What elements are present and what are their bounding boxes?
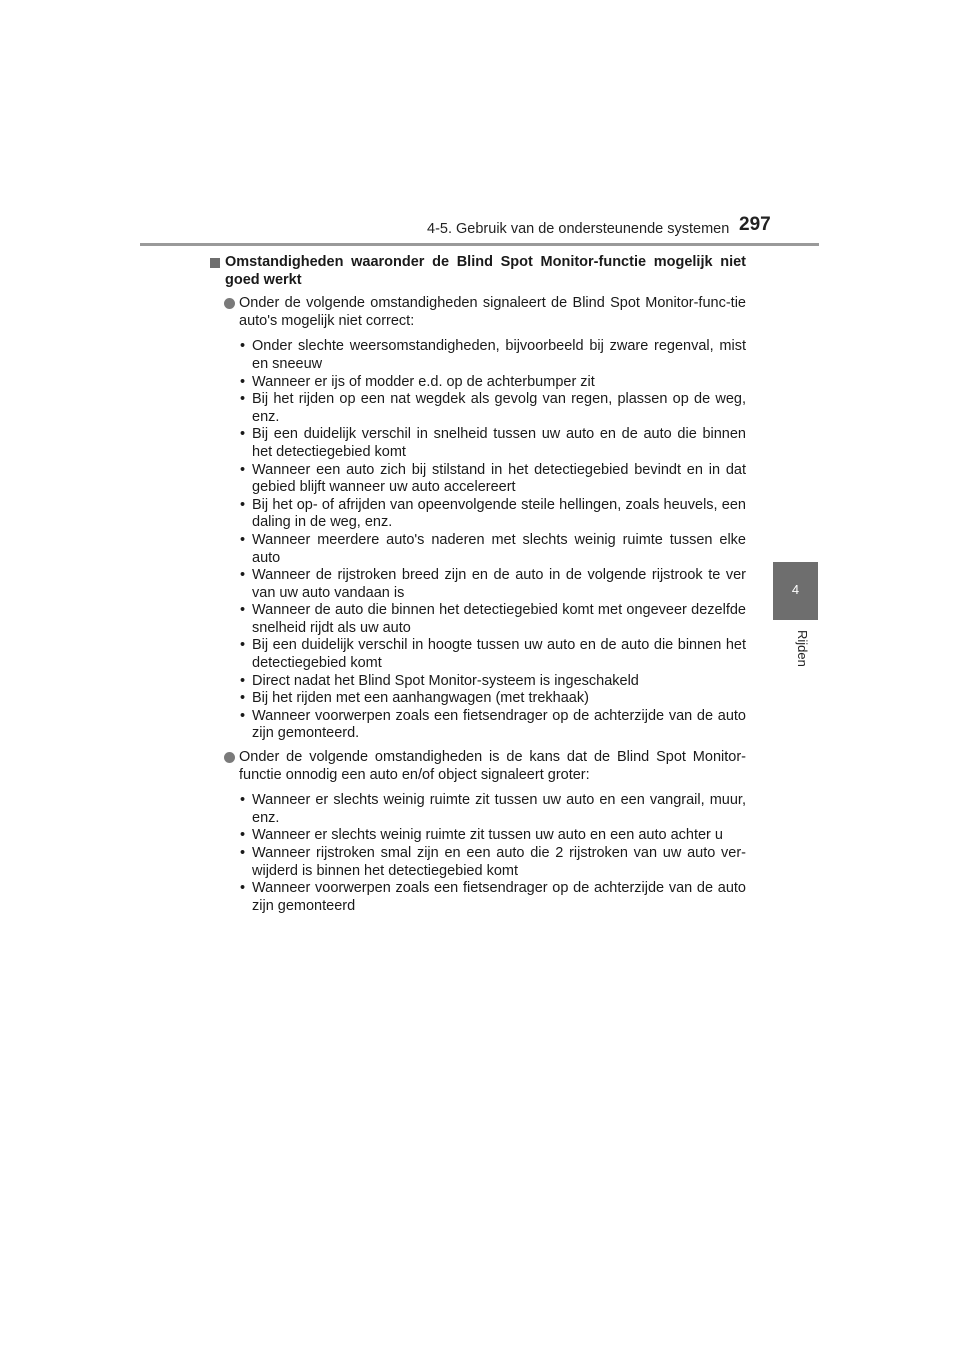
list-item-text: Wanneer voorwerpen zoals een fietsendrager op de achterzijde van de auto zijn gemonteerd — [252, 880, 746, 914]
chapter-tab-label: Rijden — [795, 630, 810, 667]
page-number: 297 — [739, 214, 771, 235]
dot-bullet-icon: • — [240, 672, 246, 689]
chapter-tab-number: 4 — [791, 582, 800, 597]
section-heading-text: Omstandigheden waaronder de Blind Spot Monitor-functie mogelijk niet goed werkt — [225, 254, 746, 288]
list-item-text: Wanneer de rijstroken breed zijn en de auto in de volgende rijstrook te ver van uw auto vandaan is — [252, 567, 746, 601]
list-item — [239, 827, 746, 845]
list-item — [239, 845, 746, 880]
dot-bullet-icon: • — [240, 845, 246, 861]
condition-list — [239, 792, 746, 915]
list-item — [239, 532, 746, 567]
list-item — [239, 567, 746, 602]
page-header — [0, 0, 960, 250]
bullet-group — [210, 749, 746, 915]
list-item — [239, 338, 746, 373]
list-item — [239, 602, 746, 637]
dot-bullet-icon: • — [240, 880, 246, 897]
page-content — [210, 254, 746, 915]
list-item-text: Wanneer voorwerpen zoals een fietsendrager op de achterzijde van de auto zijn gemonteerd. — [252, 707, 746, 742]
dot-bullet-icon: • — [240, 338, 246, 355]
chapter-tab — [773, 562, 818, 620]
bullet-group — [210, 295, 746, 743]
list-item-text: Wanneer er slechts weinig ruimte zit tussen uw auto en een auto achter u — [252, 827, 723, 844]
list-item — [239, 426, 746, 461]
list-item-text: Wanneer er ijs of modder e.d. op de achterbumper zit — [252, 373, 595, 390]
header-divider — [140, 243, 819, 246]
list-item-text: Wanneer de auto die binnen het detectiegebied komt met ongeveer dezelfde snelheid rijdt als uw auto — [252, 602, 746, 636]
list-item — [239, 462, 746, 497]
list-item — [239, 673, 746, 691]
list-item-text: Wanneer rijstroken smal zijn en een auto die 2 rijstroken van uw auto ver-wijderd is binnen het detectiegebied komt — [252, 845, 746, 879]
dot-bullet-icon: • — [240, 827, 246, 844]
dot-bullet-icon: • — [240, 426, 246, 443]
dot-bullet-icon: • — [240, 531, 246, 548]
circle-bullet-icon — [224, 298, 235, 309]
list-item-text: Direct nadat het Blind Spot Monitor-systeem is ingeschakeld — [252, 672, 639, 689]
list-item — [239, 391, 746, 426]
section-heading — [210, 254, 746, 289]
chapter-title: 4-5. Gebruik van de ondersteunende systemen — [427, 221, 730, 237]
list-item — [239, 374, 746, 392]
list-item — [239, 637, 746, 672]
list-item-text: Wanneer een auto zich bij stilstand in het detectiegebied bevindt en in dat gebied blijft wanneer uw auto accelereert — [252, 461, 746, 496]
dot-bullet-icon: • — [240, 496, 246, 513]
list-item-text: Onder slechte weersomstandigheden, bijvoorbeeld bij zware regenval, mist en sneeuw — [252, 338, 746, 372]
list-item — [239, 690, 746, 708]
list-item-text: Bij een duidelijk verschil in hoogte tussen uw auto en de auto die binnen het detectiegebied komt — [252, 637, 746, 672]
list-item — [239, 880, 746, 915]
dot-bullet-icon: • — [240, 567, 246, 584]
dot-bullet-icon: • — [240, 707, 246, 724]
dot-bullet-icon: • — [240, 690, 246, 707]
dot-bullet-icon: • — [240, 461, 246, 478]
list-item-text: Wanneer er slechts weinig ruimte zit tussen uw auto en een vangrail, muur, enz. — [252, 792, 746, 826]
dot-bullet-icon: • — [240, 391, 246, 408]
list-item — [239, 792, 746, 827]
dot-bullet-icon: • — [240, 373, 246, 390]
bullet-intro: Onder de volgende omstandigheden is de kans dat de Blind Spot Monitor-functie onnodig een auto en/of object signaleert groter: — [239, 749, 746, 783]
list-item-text: Wanneer meerdere auto's naderen met slechts weinig ruimte tussen elke auto — [252, 531, 746, 566]
list-item — [239, 708, 746, 743]
bullet-intro: Onder de volgende omstandigheden signaleert de Blind Spot Monitor-func-tie auto's mogelijk niet correct: — [239, 295, 746, 329]
condition-list — [239, 338, 746, 743]
list-item-text: Bij het rijden met een aanhangwagen (met trekhaak) — [252, 690, 589, 707]
dot-bullet-icon: • — [240, 792, 246, 809]
dot-bullet-icon: • — [240, 637, 246, 654]
list-item-text: Bij een duidelijk verschil in snelheid tussen uw auto en de auto die binnen het detectiegebied komt — [252, 426, 746, 460]
list-item — [239, 497, 746, 532]
dot-bullet-icon: • — [240, 602, 246, 619]
list-item-text: Bij het rijden op een nat wegdek als gevolg van regen, plassen op de weg, enz. — [252, 391, 746, 425]
square-bullet-icon — [210, 258, 220, 268]
circle-bullet-icon — [224, 752, 235, 763]
list-item-text: Bij het op- of afrijden van opeenvolgende steile hellingen, zoals heuvels, een daling in de weg, enz. — [252, 496, 746, 531]
